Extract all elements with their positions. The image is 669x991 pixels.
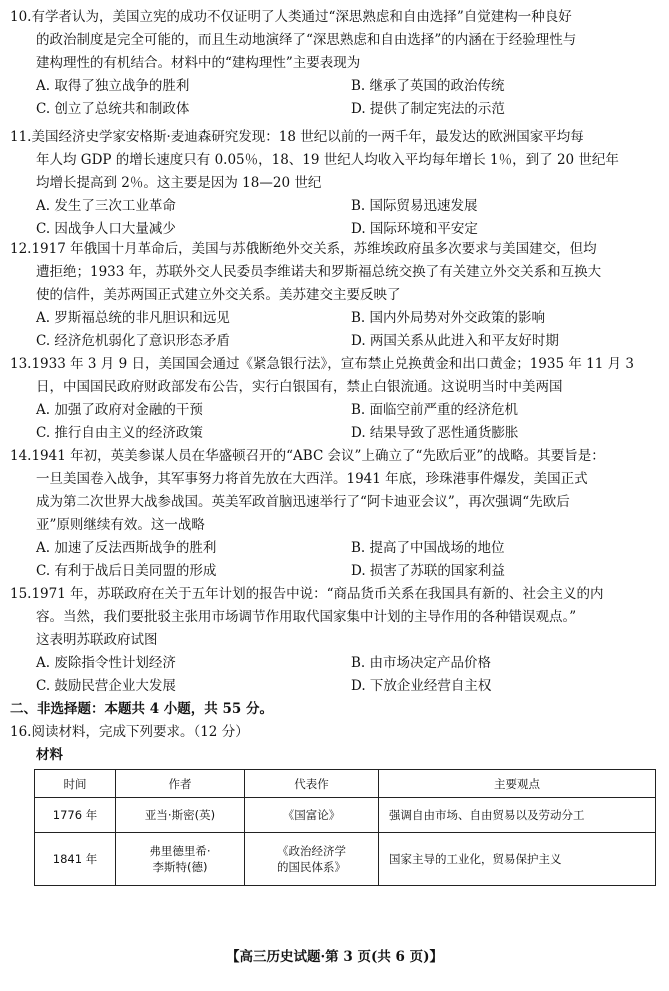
option-b[interactable]: B. 面临空前严重的经济危机	[351, 402, 519, 418]
option-b[interactable]: B. 国际贸易迅速发展	[351, 198, 478, 214]
work-line: 《国富论》	[282, 808, 341, 822]
question-stem-line: 11.美国经济史学家安格斯·麦迪森研究发现：18 世纪以前的一两千年，最发达的欧洲国家平均每	[10, 129, 584, 145]
question-16-stem: 16.阅读材料，完成下列要求。（12 分）	[10, 724, 249, 740]
page-footer: 【高三历史试题·第 3 页(共 6 页)】	[225, 949, 444, 965]
header-author: 作者	[116, 770, 245, 798]
option-d[interactable]: D. 两国关系从此进入和平友好时期	[351, 333, 559, 349]
option-a[interactable]: A. 罗斯福总统的非凡胆识和远见	[36, 310, 230, 326]
cell-author	[116, 798, 245, 833]
material-label: 材料	[36, 747, 63, 763]
question-15	[10, 583, 660, 698]
table-header-row	[35, 770, 656, 798]
question-13	[10, 353, 660, 445]
question-stem-line: 日，中国国民政府财政部发布公告，实行白银国有，禁止白银流通。这说明当时中美两国	[36, 379, 563, 395]
cell-time: 1776 年	[35, 798, 116, 833]
question-10	[10, 6, 660, 121]
question-stem-line: 一旦美国卷入战争，其军事努力将首先放在大西洋。1941 年底，珍珠港事件爆发，美国正式	[36, 471, 588, 487]
option-b[interactable]: B. 由市场决定产品价格	[351, 655, 492, 671]
cell-author	[116, 833, 245, 886]
option-a[interactable]: A. 加强了政府对金融的干预	[36, 402, 203, 418]
question-stem-line: 15.1971 年，苏联政府在关于五年计划的报告中说：“商品货币关系在我国具有新的、社会主义的内	[10, 586, 604, 602]
option-c[interactable]: C. 有利于战后日美同盟的形成	[36, 563, 217, 579]
question-12	[10, 238, 660, 353]
cell-time: 1841 年	[35, 833, 116, 886]
question-stem-line: 遭拒绝；1933 年，苏联外交人民委员李维诺夫和罗斯福总统交换了有关建立外交关系和互换大	[36, 264, 602, 280]
option-b[interactable]: B. 提高了中国战场的地位	[351, 540, 505, 556]
option-c[interactable]: C. 鼓励民营企业大发展	[36, 678, 176, 694]
option-d[interactable]: D. 下放企业经营自主权	[351, 678, 492, 694]
author-line: 亚当·斯密(英)	[144, 808, 216, 822]
table-row	[35, 833, 656, 886]
question-11	[10, 126, 660, 241]
question-stem-line: 13.1933 年 3 月 9 日，美国国会通过《紧急银行法》，宣布禁止兑换黄金和出口黄金；1935 年 11 月 3	[10, 356, 634, 372]
question-14	[10, 445, 660, 583]
cell-view: 强调自由市场、自由贸易以及劳动分工	[379, 798, 656, 833]
cell-view: 国家主导的工业化，贸易保护主义	[379, 833, 656, 886]
question-stem-line: 14.1941 年初，英美参谋人员在华盛顿召开的“ABC 会议”上确立了“先欧后亚”的战略。其要旨是：	[10, 448, 605, 464]
question-stem-line: 容。当然，我们要批驳主张用市场调节作用取代国家集中计划的主导作用的各种错误观点。”	[36, 609, 577, 625]
header-view: 主要观点	[379, 770, 656, 798]
work-line: 《政治经济学	[277, 844, 346, 858]
header-work: 代表作	[245, 770, 379, 798]
question-stem-line: 的政治制度是完全可能的，而且生动地演绎了“深思熟虑和自由选择”的内涵在于经验理性与	[36, 32, 577, 48]
option-c[interactable]: C. 经济危机弱化了意识形态矛盾	[36, 333, 230, 349]
author-line: 李斯特(德)	[152, 860, 208, 874]
cell-work	[245, 798, 379, 833]
question-stem-line: 12.1917 年俄国十月革命后，美国与苏俄断绝外交关系，苏维埃政府虽多次要求与美国建交，但均	[10, 241, 597, 257]
option-d[interactable]: D. 损害了苏联的国家利益	[351, 563, 505, 579]
section-heading: 二、非选择题：本题共 4 小题，共 55 分。	[10, 701, 273, 717]
option-c[interactable]: C. 创立了总统共和制政体	[36, 101, 190, 117]
question-stem-line: 使的信件，美苏两国正式建立外交关系。美苏建交主要反映了	[36, 287, 401, 303]
question-stem-line: 均增长提高到 2％。这主要是因为 18—20 世纪	[36, 175, 322, 191]
option-c[interactable]: C. 因战争人口大量减少	[36, 221, 176, 237]
option-b[interactable]: B. 继承了英国的政治传统	[351, 78, 505, 94]
option-a[interactable]: A. 发生了三次工业革命	[36, 198, 176, 214]
question-stem-line: 10.有学者认为，美国立宪的成功不仅证明了人类通过“深思熟虑和自由选择”自觉建构一种良好	[10, 9, 572, 25]
material-table	[34, 769, 656, 886]
option-a[interactable]: A. 取得了独立战争的胜利	[36, 78, 190, 94]
question-stem-line: 亚”原则继续有效。这一战略	[36, 517, 205, 533]
header-time: 时间	[35, 770, 116, 798]
option-a[interactable]: A. 废除指令性计划经济	[36, 655, 176, 671]
option-d[interactable]: D. 国际环境和平安定	[351, 221, 478, 237]
question-stem-line: 这表明苏联政府试图	[36, 632, 158, 648]
option-d[interactable]: D. 结果导致了恶性通货膨胀	[351, 425, 519, 441]
option-c[interactable]: C. 推行自由主义的经济政策	[36, 425, 203, 441]
table-row	[35, 798, 656, 833]
question-stem-line: 年人均 GDP 的增长速度只有 0.05％，18、19 世纪人均收入平均每年增长 1％，到了 20 世纪年	[36, 152, 619, 168]
option-d[interactable]: D. 提供了制定宪法的示范	[351, 101, 505, 117]
work-line: 的国民体系》	[277, 860, 346, 874]
question-stem-line: 建构理性的有机结合。材料中的“建构理性”主要表现为	[36, 55, 361, 71]
option-b[interactable]: B. 国内外局势对外交政策的影响	[351, 310, 546, 326]
author-line: 弗里德里希·	[149, 844, 211, 858]
cell-work	[245, 833, 379, 886]
option-a[interactable]: A. 加速了反法西斯战争的胜利	[36, 540, 217, 556]
question-stem-line: 成为第二次世界大战参战国。英美军政首脑迅速举行了“阿卡迪亚会议”，再次强调“先欧后	[36, 494, 570, 510]
